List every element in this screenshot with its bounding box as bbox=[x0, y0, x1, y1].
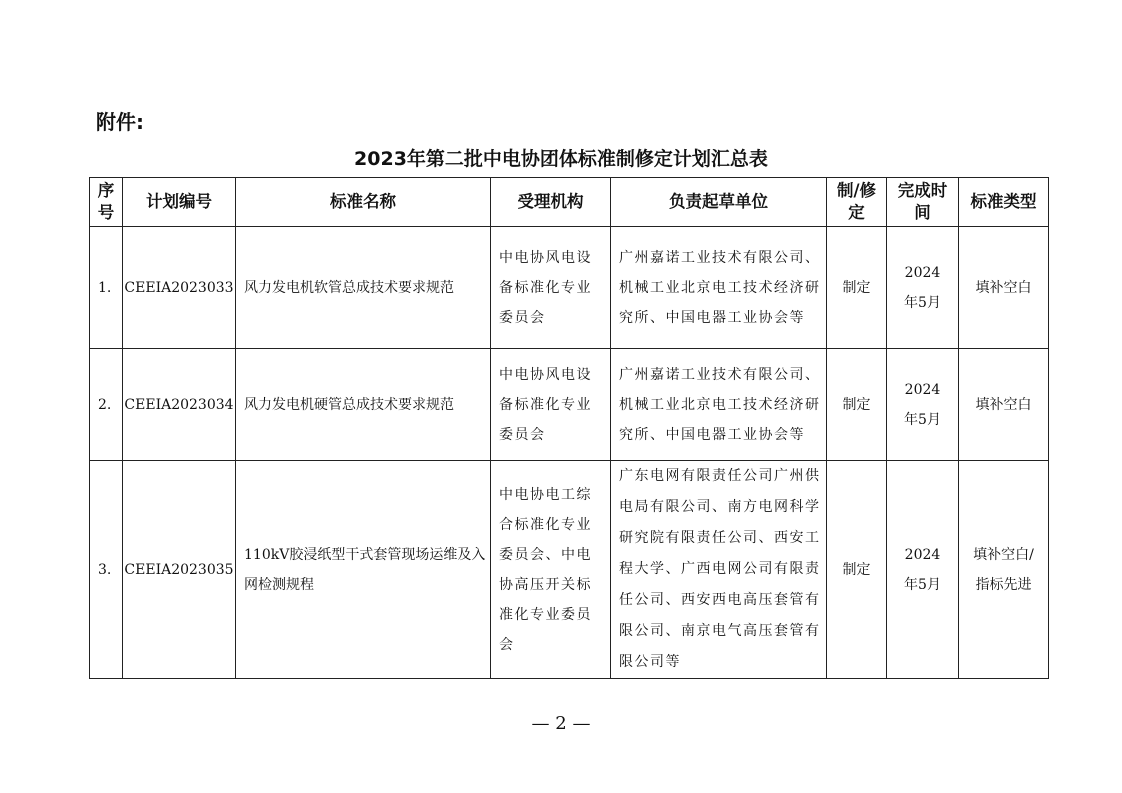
cell-kind: 填补空白/指标先进 bbox=[959, 461, 1049, 679]
cell-seq: 3. bbox=[90, 461, 123, 679]
cell-unit: 广州嘉诺工业技术有限公司、机械工业北京电工技术经济研究所、中国电器工业协会等 bbox=[611, 349, 827, 461]
header-time: 完成时间 bbox=[887, 178, 959, 227]
cell-name: 风力发电机软管总成技术要求规范 bbox=[236, 227, 491, 349]
cell-org: 中电协风电设备标准化专业委员会 bbox=[491, 349, 611, 461]
plan-summary-table bbox=[89, 177, 1049, 679]
document-title: 2023年第二批中电协团体标准制修定计划汇总表 bbox=[354, 148, 768, 170]
header-type: 制/修定 bbox=[827, 178, 887, 227]
header-unit: 负责起草单位 bbox=[611, 178, 827, 227]
cell-type: 制定 bbox=[827, 461, 887, 679]
header-name: 标准名称 bbox=[236, 178, 491, 227]
cell-time: 2024年5月 bbox=[887, 227, 959, 349]
cell-time: 2024年5月 bbox=[887, 461, 959, 679]
cell-name: 风力发电机硬管总成技术要求规范 bbox=[236, 349, 491, 461]
header-kind: 标准类型 bbox=[959, 178, 1049, 227]
cell-seq: 1. bbox=[90, 227, 123, 349]
header-code: 计划编号 bbox=[123, 178, 236, 227]
table-row bbox=[90, 349, 1049, 461]
cell-code: CEEIA2023035 bbox=[123, 461, 236, 679]
cell-kind: 填补空白 bbox=[959, 349, 1049, 461]
header-org: 受理机构 bbox=[491, 178, 611, 227]
table-header-row bbox=[90, 178, 1049, 227]
cell-seq: 2. bbox=[90, 349, 123, 461]
cell-code: CEEIA2023033 bbox=[123, 227, 236, 349]
cell-unit: 广州嘉诺工业技术有限公司、机械工业北京电工技术经济研究所、中国电器工业协会等 bbox=[611, 227, 827, 349]
cell-org: 中电协风电设备标准化专业委员会 bbox=[491, 227, 611, 349]
header-seq: 序号 bbox=[90, 178, 123, 227]
cell-type: 制定 bbox=[827, 349, 887, 461]
cell-time: 2024年5月 bbox=[887, 349, 959, 461]
table-row bbox=[90, 461, 1049, 679]
attachment-label: 附件: bbox=[96, 110, 144, 134]
cell-kind: 填补空白 bbox=[959, 227, 1049, 349]
cell-unit: 广东电网有限责任公司广州供电局有限公司、南方电网科学研究院有限责任公司、西安工程大学、广西电网公司有限责任公司、西安西电高压套管有限公司、南京电气高压套管有限公司等 bbox=[611, 461, 827, 679]
cell-name: 110kV胶浸纸型干式套管现场运维及入网检测规程 bbox=[236, 461, 491, 679]
table-row bbox=[90, 227, 1049, 349]
cell-org: 中电协电工综合标准化专业委员会、中电协高压开关标准化专业委员会 bbox=[491, 461, 611, 679]
cell-type: 制定 bbox=[827, 227, 887, 349]
page-number: — 2 — bbox=[531, 713, 591, 734]
cell-code: CEEIA2023034 bbox=[123, 349, 236, 461]
